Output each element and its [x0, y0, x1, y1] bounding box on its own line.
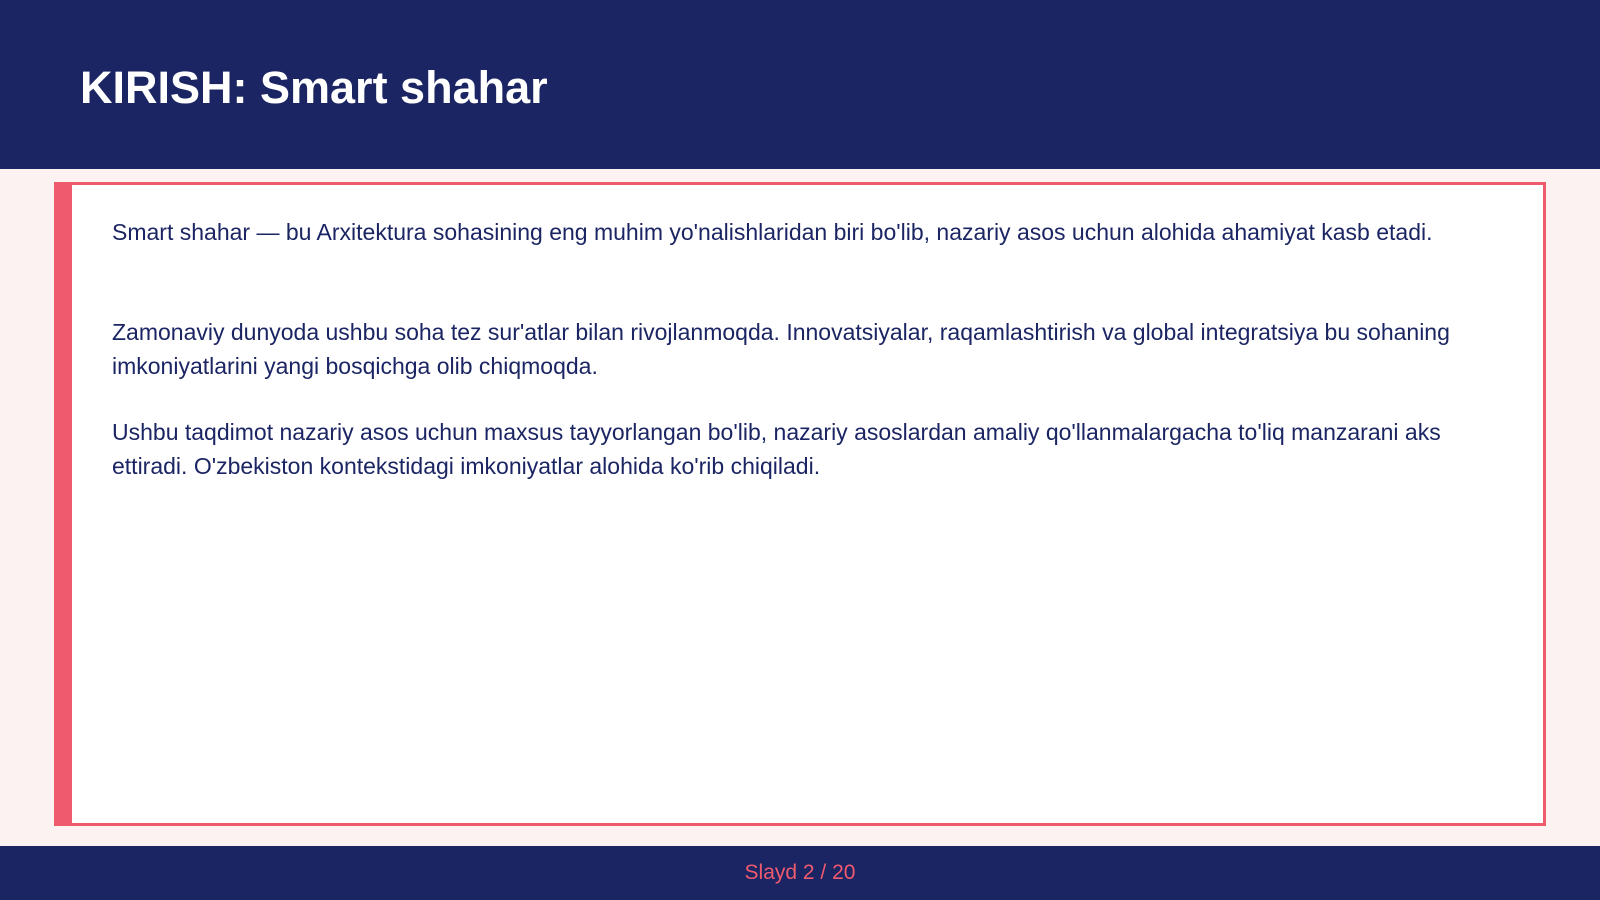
paragraph-presentation-scope: Ushbu taqdimot nazariy asos uchun maxsus tayyorlangan bo'lib, nazariy asoslardan amaliy qo'llanmalargacha to'liq manzarani aks ettiradi. O'zbekiston kontekstidagi imkoniyatlar alohida ko'rib chiqiladi.: [112, 419, 1441, 479]
slide-counter: Slayd 2 / 20: [744, 861, 856, 884]
paragraph-modern-world: Zamonaviy dunyoda ushbu soha tez sur'atlar bilan rivojlanmoqda. Innovatsiyalar, raqamlashtirish va global integratsiya bu sohaning imkoniyatlarini yangi bosqichga olib chiqmoqda.: [112, 319, 1450, 379]
paragraph-intro: Smart shahar — bu Arxitektura sohasining eng muhim yo'nalishlaridan biri bo'lib, nazariy asos uchun alohida ahamiyat kasb etadi.: [112, 219, 1433, 245]
slide-title: KIRISH: Smart shahar: [80, 62, 548, 113]
slide-header: [0, 0, 1600, 169]
content-card: [54, 182, 1546, 826]
slide-footer: [0, 846, 1600, 900]
